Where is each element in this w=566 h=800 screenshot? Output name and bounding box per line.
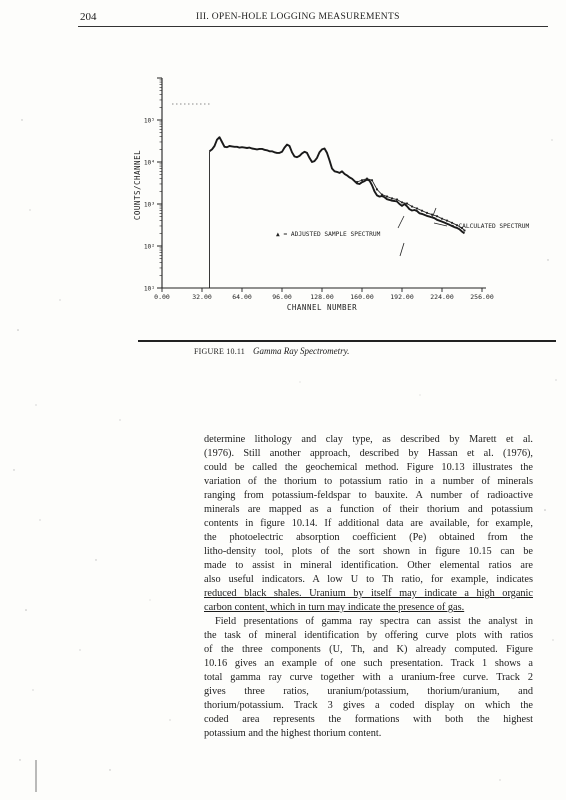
x-tick-label: 128.00 — [310, 293, 334, 301]
text-line: contents in figure 10.14. If additional data are available, for example, — [204, 518, 533, 529]
calculated-spectrum-point — [411, 205, 413, 207]
adjusted-spectrum-annotation: ▲ = ADJUSTED SAMPLE SPECTRUM — [276, 231, 381, 238]
calculated-spectrum-point — [376, 188, 378, 190]
text-line: gives three ratios, uranium/potassium, thorium/uranium, and — [204, 686, 533, 697]
text-line: the photoelectric absorption coefficient (Pe) obtained from the — [204, 532, 533, 543]
y-tick-label: 10³ — [143, 201, 155, 209]
y-axis-label: COUNTS/CHANNEL — [133, 149, 142, 221]
caption-rule — [138, 340, 556, 342]
x-tick-label: 160.00 — [350, 293, 374, 301]
adjusted-spectrum-line — [210, 137, 465, 233]
text-line: total gamma ray curve together with a uranium-free curve. Track 2 — [204, 672, 533, 683]
text-line: made to assist in mineral identification. Other elemental ratios are — [204, 560, 533, 571]
calculated-spectrum-point — [416, 207, 418, 209]
adjusted-pointer-lower — [400, 243, 404, 256]
text-line: ranging from potassium-feldspar to bauxite. A number of radioactive — [204, 490, 533, 501]
x-tick-label: 32.00 — [192, 293, 212, 301]
calculated-spectrum-point — [396, 198, 398, 200]
x-tick-label: 224.00 — [430, 293, 454, 301]
y-tick-label: 10⁵ — [143, 117, 155, 125]
text-line: thorium/potassium. Track 3 gives a coded display on which the — [204, 700, 533, 711]
x-axis-label: CHANNEL NUMBER — [286, 303, 358, 312]
text-line: litho-density tool, plots of the sort shown in figure 10.15 can be — [204, 546, 533, 557]
text-line: could be called the geochemical method. Figure 10.13 illustrates the — [204, 462, 533, 473]
x-tick-label: 64.00 — [232, 293, 252, 301]
text-line: (1976). Still another approach, described by Hassan et al. (1976), — [204, 448, 533, 459]
calculated-spectrum-point — [371, 179, 373, 181]
page-number: 204 — [80, 11, 97, 23]
caption-label: FIGURE 10.11 — [194, 347, 245, 356]
text-line: determine lithology and clay type, as described by Marett et al. — [204, 434, 533, 445]
calculated-spectrum-annotation: • CALCULATED SPECTRUM — [451, 223, 530, 230]
running-head: III. OPEN-HOLE LOGGING MEASUREMENTS — [196, 12, 400, 22]
text-line: the task of mineral identification by offering curve plots with ratios — [204, 630, 533, 641]
calculated-spectrum-point — [381, 194, 383, 196]
text-line: carbon content, which in turn may indicate the presence of gas. — [204, 602, 465, 613]
calculated-spectrum-point — [366, 178, 368, 180]
y-tick-label: 10² — [143, 243, 155, 251]
calculated-spectrum-point — [421, 210, 423, 212]
text-line: Field presentations of gamma ray spectra can assist the analyst in — [215, 616, 533, 627]
text-line: variation of the thorium to potassium ratio in a number of minerals — [204, 476, 533, 487]
calculated-spectrum-point — [356, 181, 358, 183]
x-tick-label: 192.00 — [390, 293, 414, 301]
gamma-ray-spectrum-chart — [0, 0, 566, 340]
text-line: minerals are mapped as a function of their thorium and potassium — [204, 504, 533, 515]
calculated-spectrum-point — [361, 179, 363, 181]
calculated-spectrum-point — [386, 195, 388, 197]
calculated-spectrum-point — [406, 202, 408, 204]
figure-caption — [194, 346, 349, 356]
adjusted-pointer — [398, 216, 404, 228]
text-line: of the three components (U, Th, and K) already computed. Figure — [204, 644, 533, 655]
calculated-spectrum-point — [436, 215, 438, 217]
text-line: coded area represents the formations with both the highest — [204, 714, 533, 725]
calculated-spectrum-point — [391, 197, 393, 199]
text-line: 10.16 gives an example of one such presentation. Track 1 shows a — [204, 658, 533, 669]
text-line: reduced black shales. Uranium by itself may indicate a high organic — [204, 588, 533, 599]
caption-title: Gamma Ray Spectrometry. — [253, 346, 350, 356]
x-tick-label: 96.00 — [272, 293, 292, 301]
calculated-pointer-upper — [432, 208, 436, 218]
calculated-spectrum-point — [446, 220, 448, 222]
calculated-spectrum-point — [441, 218, 443, 220]
text-line: also useful indicators. A low U to Th ratio, for example, indicates — [204, 574, 533, 585]
calculated-spectrum-point — [426, 212, 428, 214]
text-line: potassium and the highest thorium content. — [204, 728, 382, 739]
y-tick-label: 10¹ — [143, 285, 155, 293]
calculated-spectrum-point — [401, 201, 403, 203]
y-tick-label: 10⁴ — [143, 159, 155, 167]
x-tick-label: 256.00 — [470, 293, 494, 301]
x-tick-label: 0.00 — [154, 293, 170, 301]
